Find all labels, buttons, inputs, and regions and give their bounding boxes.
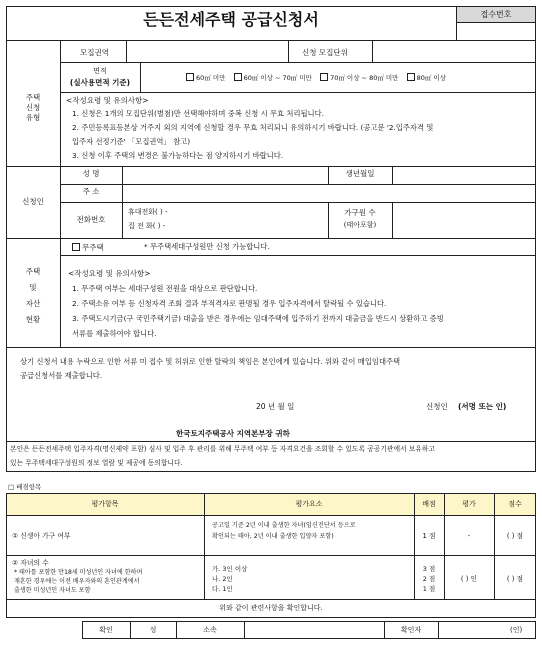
assets-notes-title: <작성요령 및 유의사항> xyxy=(68,269,151,278)
scoring-row-eval[interactable]: ( ) 인 xyxy=(460,575,478,583)
unit-label: 신청 모집단위 xyxy=(302,48,348,57)
area-option-3[interactable]: 70㎡ 이상 ~ 80㎡ 미만 xyxy=(320,74,398,82)
receipt-number-label: 접수번호 xyxy=(480,10,512,19)
nohouse-option[interactable]: 무주택 xyxy=(72,242,104,253)
recruit-area-field[interactable] xyxy=(127,41,287,61)
scoring-row-item: ② 자녀의 수 xyxy=(12,559,49,567)
recipient: 한국토지주택공사 지역본부장 귀하 xyxy=(176,429,290,438)
scoring-row-note: 출생한 미성년인 자녀도 포함 xyxy=(14,587,91,594)
assets-note: 서류를 제출하여야 합니다. xyxy=(72,329,157,338)
scoring-header: 배점 xyxy=(422,500,436,508)
name-field[interactable] xyxy=(123,167,328,183)
consent-text: 본인은 든든전세주택 입주자격(명신제약 포함) 심사 및 입주 후 관리를 위해 무주택 여부 등 자격요건을 조회할 수 있도록 공공기관에서 보유하고 xyxy=(10,445,436,453)
footer-label: 확인자 xyxy=(400,626,422,634)
supply-note: 입주자 선정기준' 「모집권역」 참고) xyxy=(72,137,191,146)
footer-seal[interactable]: (인) xyxy=(510,626,523,634)
address-field[interactable] xyxy=(123,185,535,201)
address-label: 주 소 xyxy=(82,187,100,196)
household-label: 가구원 수 xyxy=(344,208,376,217)
footer-label: 성 xyxy=(149,626,157,634)
scoring-row-element: 다. 1인 xyxy=(212,585,233,593)
declaration-text: 상기 신청서 내용 누락으로 인한 서류 미 접수 및 허위로 인한 탈락의 책임은 본인에게 있습니다. 위와 같이 매입임대주택 xyxy=(20,357,401,366)
home-phone-field[interactable]: 집 전 화( ) - xyxy=(128,222,166,230)
checkbox-icon[interactable] xyxy=(407,73,415,81)
birth-label: 생년월일 xyxy=(345,169,375,178)
supply-note: 2. 주민등록표등본상 거주지 외의 지역에 신청할 경우 무효 처리되니 유의하시기 바랍니다. (공고문 '2.입주자격 및 xyxy=(72,123,434,132)
scoring-row-points: 3 점 xyxy=(422,565,436,573)
scoring-row-element: 확인되는 태아, 2년 이내 출생한 입양자 포함) xyxy=(212,533,334,540)
footer-label: 소속 xyxy=(203,626,217,634)
area-label: 면적 xyxy=(93,67,107,75)
scoring-row-element: 가. 3인 이상 xyxy=(212,565,248,573)
footer-field[interactable] xyxy=(245,622,383,638)
unit-field[interactable] xyxy=(373,41,535,61)
scoring-row-note: 재혼한 경우에는 이전 배우자와의 혼인관계에서 xyxy=(14,578,140,585)
assets-note: 3. 주택도시기금(구 국민주택기금) 대출을 받은 경우에는 임대주택에 입주하기 전까지 대출금을 반드시 상환하고 증빙 xyxy=(72,314,444,323)
checkbox-icon[interactable] xyxy=(320,73,328,81)
area-option-2[interactable]: 60㎡ 이상 ~ 70㎡ 미만 xyxy=(234,74,312,82)
scoring-section-title: □ 배점항목 xyxy=(8,483,42,491)
declaration-date[interactable]: 20 년 월 일 xyxy=(256,402,295,411)
assets-note: 1. 무주택 여부는 세대구성원 전원을 대상으로 판단합니다. xyxy=(72,284,258,293)
recruit-area-label: 모집권역 xyxy=(80,48,109,57)
scoring-row-points: 1 점 xyxy=(422,532,436,540)
assets-note: 2. 주택소유 여부 등 신청자격 조회 결과 부적격자로 판명될 경우 입주자격에서 탈락될 수 있습니다. xyxy=(72,299,387,308)
scoring-header: 평가 xyxy=(462,500,476,508)
scoring-row-points: 2 점 xyxy=(422,575,436,583)
declaration-text: 공급신청서를 제출합니다. xyxy=(20,371,103,380)
phone-label: 전화번호 xyxy=(76,215,106,224)
mobile-field[interactable]: 휴대전화( ) - xyxy=(128,208,168,216)
scoring-row-points: 1 점 xyxy=(422,585,436,593)
applicant-sign-label: 신청인 xyxy=(426,402,448,411)
area-option-1[interactable]: 60㎡ 미만 xyxy=(186,74,225,82)
checkbox-icon[interactable] xyxy=(234,73,242,81)
scoring-row-score[interactable]: ( ) 점 xyxy=(506,575,524,583)
checkbox-icon[interactable] xyxy=(186,73,194,81)
nohouse-note: * 무주택세대구성원만 신청 가능합니다. xyxy=(144,242,270,251)
scoring-row-eval[interactable]: - xyxy=(467,532,471,540)
scoring-header: 평가항목 xyxy=(91,500,119,508)
checkbox-icon[interactable] xyxy=(72,243,80,251)
name-label: 성 명 xyxy=(82,169,100,178)
scoring-row-item: ① 신생아 가구 여부 xyxy=(12,532,71,540)
scoring-header: 점수 xyxy=(508,500,522,508)
applicant-section-label: 신청인 xyxy=(22,197,44,206)
consent-text: 있는 무주택세대구성원의 정보 열람 및 제공에 동의합니다. xyxy=(10,459,183,467)
scoring-row-element: 공고일 기준 2년 이내 출생한 자녀(임신진단서 등으로 xyxy=(212,522,356,529)
assets-section-label: 주택 xyxy=(25,267,41,276)
scoring-row-element: 나. 2인 xyxy=(212,575,233,583)
supply-note: 3. 신청 이후 주택의 변경은 불가능하다는 점 양지하시기 바랍니다. xyxy=(72,151,284,160)
scoring-header: 평가요소 xyxy=(295,500,323,508)
form-title: 든든전세주택 공급신청서 xyxy=(143,10,319,29)
area-option-4[interactable]: 80㎡ 이상 xyxy=(407,74,446,82)
supply-notes-title: <작성요령 및 유의사항> xyxy=(66,96,149,105)
household-field[interactable] xyxy=(393,203,535,237)
supply-note: 1. 신청은 1개의 모집단위(별첨)만 선택해야하며 중복 신청 시 무효 처리됩니다. xyxy=(72,109,324,118)
birth-field[interactable] xyxy=(393,167,535,183)
sign-field[interactable]: (서명 또는 인) xyxy=(458,402,507,411)
area-options xyxy=(186,73,446,82)
footer-label: 확인 xyxy=(99,626,113,634)
scoring-row-note: * 태아를 포함한 만18세 미성년인 자녀에 한하며 xyxy=(14,569,143,576)
supply-section-label: 주택 xyxy=(25,93,41,102)
scoring-row-score[interactable]: ( ) 점 xyxy=(506,532,524,540)
scoring-confirm: 위와 같이 관련사항을 확인합니다. xyxy=(219,604,323,612)
